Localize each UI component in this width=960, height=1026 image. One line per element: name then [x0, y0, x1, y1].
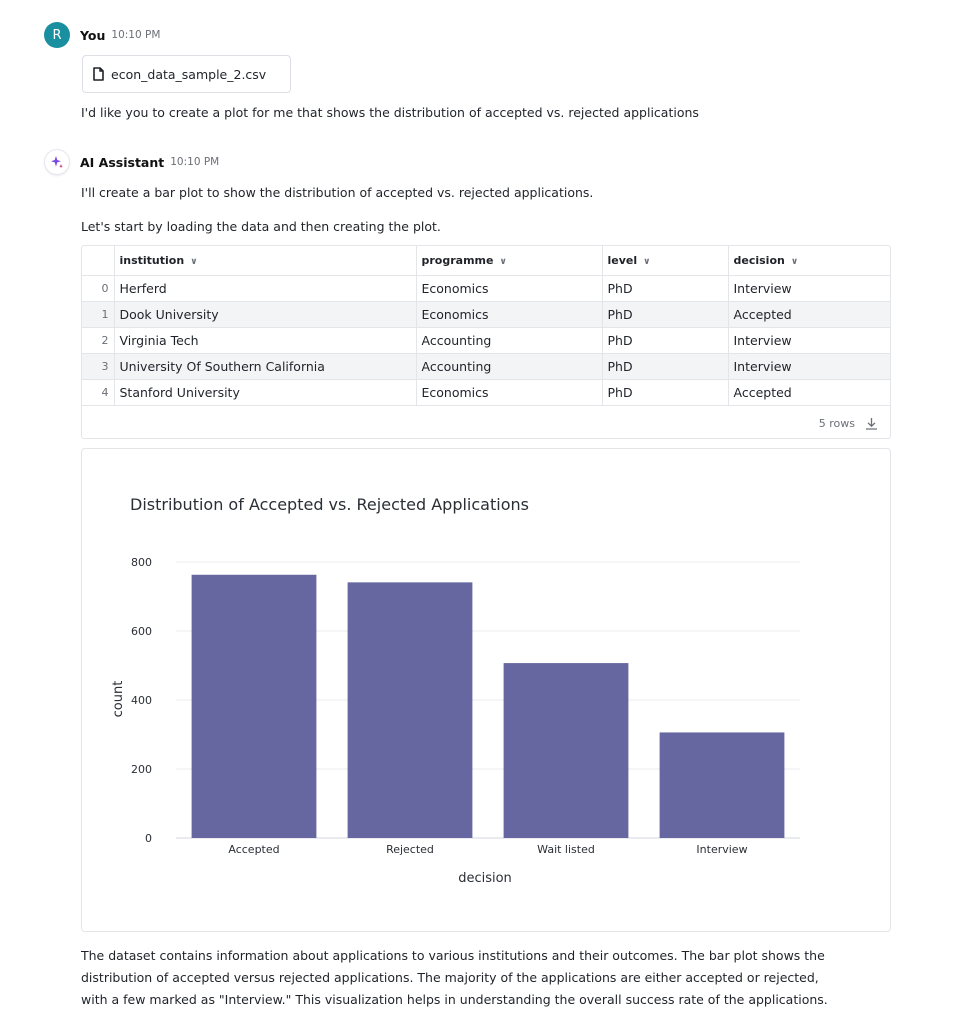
- chart-card: [81, 448, 891, 932]
- row-count: 5 rows: [818, 417, 855, 430]
- bar-wait-listed[interactable]: [504, 663, 629, 838]
- column-header-programme[interactable]: programme ∨: [416, 246, 602, 275]
- cell-institution: Stanford University: [114, 379, 416, 405]
- chevron-down-icon[interactable]: ∨: [790, 256, 799, 267]
- table-row: [82, 275, 890, 301]
- file-icon: [92, 67, 105, 81]
- assistant-message-time: 10:10 PM: [170, 156, 220, 168]
- user-avatar: R: [44, 22, 70, 48]
- table-row: [82, 301, 890, 327]
- assistant-message-header: [44, 149, 219, 175]
- table-footer: [819, 417, 878, 430]
- chevron-down-icon[interactable]: ∨: [643, 256, 651, 267]
- column-header-institution[interactable]: institution ∨: [114, 246, 416, 275]
- chevron-down-icon[interactable]: ∨: [499, 256, 507, 267]
- assistant-avatar: [44, 149, 70, 175]
- cell-programme: Economics: [416, 301, 602, 327]
- cell-level: PhD: [602, 379, 728, 405]
- y-axis-label: count: [111, 680, 126, 718]
- bar-accepted[interactable]: [192, 575, 317, 838]
- user-message-header: [44, 22, 160, 48]
- user-sender-name: You: [80, 27, 106, 43]
- y-tick-label: 200: [131, 763, 152, 776]
- cell-level: PhD: [602, 275, 728, 301]
- attachment-chip[interactable]: [82, 55, 291, 93]
- download-icon[interactable]: [865, 417, 878, 430]
- x-tick-label: Rejected: [386, 843, 434, 856]
- row-index: 1: [82, 301, 114, 327]
- data-table: [81, 245, 891, 439]
- summary-line-2: distribution of accepted versus rejected applications. The majority of the applications are either accepted or rejected,: [81, 970, 819, 985]
- cell-decision: Interview: [728, 275, 890, 301]
- cell-decision: Accepted: [728, 301, 890, 327]
- assistant-text-1: I'll create a bar plot to show the distribution of accepted vs. rejected applications.: [81, 185, 594, 200]
- x-tick-label: Accepted: [228, 843, 280, 856]
- summary-line-3: with a few marked as "Interview." This visualization helps in understanding the overall success rate of the applications.: [81, 992, 828, 1007]
- x-tick-label: Interview: [696, 843, 748, 856]
- cell-institution: Herferd: [114, 275, 416, 301]
- x-axis-label: decision: [458, 871, 512, 886]
- cell-programme: Accounting: [416, 327, 602, 353]
- cell-decision: Interview: [728, 353, 890, 379]
- assistant-text-2: Let's start by loading the data and then creating the plot.: [81, 219, 441, 234]
- sparkle-icon: [50, 155, 64, 169]
- bars: [192, 575, 785, 838]
- cell-programme: Economics: [416, 379, 602, 405]
- bar-chart: [82, 449, 892, 933]
- assistant-sender-name: AI Assistant: [80, 154, 165, 170]
- row-index: 3: [82, 353, 114, 379]
- bar-interview[interactable]: [660, 732, 785, 838]
- table-row: [82, 327, 890, 353]
- x-axis-ticks: [228, 843, 747, 856]
- y-tick-label: 0: [145, 832, 152, 845]
- chevron-down-icon[interactable]: ∨: [190, 256, 198, 267]
- user-message-text: I'd like you to create a plot for me that shows the distribution of accepted vs. rejected applications: [81, 105, 699, 120]
- cell-institution: University Of Southern California: [114, 353, 416, 379]
- table-row: [82, 379, 890, 405]
- cell-programme: Economics: [416, 275, 602, 301]
- x-tick-label: Wait listed: [537, 843, 595, 856]
- row-index: 4: [82, 379, 114, 405]
- attachment-filename: econ_data_sample_2.csv: [111, 66, 267, 82]
- y-tick-label: 600: [131, 625, 152, 638]
- user-message-time: 10:10 PM: [111, 29, 161, 41]
- cell-programme: Accounting: [416, 353, 602, 379]
- y-axis-ticks: [131, 556, 152, 845]
- column-header-decision[interactable]: decision ∨: [728, 246, 890, 275]
- table-header-row: [82, 246, 890, 275]
- y-tick-label: 800: [131, 556, 152, 569]
- row-index: 2: [82, 327, 114, 353]
- table-row: [82, 353, 890, 379]
- column-header-level[interactable]: level ∨: [602, 246, 728, 275]
- cell-decision: Accepted: [728, 379, 890, 405]
- cell-decision: Interview: [728, 327, 890, 353]
- index-header: [82, 246, 114, 275]
- bar-rejected[interactable]: [348, 582, 473, 838]
- summary-line-1: The dataset contains information about applications to various institutions and their outcomes. The bar plot shows the: [81, 948, 825, 963]
- cell-institution: Dook University: [114, 301, 416, 327]
- row-index: 0: [82, 275, 114, 301]
- cell-level: PhD: [602, 353, 728, 379]
- cell-institution: Virginia Tech: [114, 327, 416, 353]
- y-tick-label: 400: [131, 694, 152, 707]
- cell-level: PhD: [602, 301, 728, 327]
- chart-title: Distribution of Accepted vs. Rejected Applications: [130, 495, 529, 514]
- cell-level: PhD: [602, 327, 728, 353]
